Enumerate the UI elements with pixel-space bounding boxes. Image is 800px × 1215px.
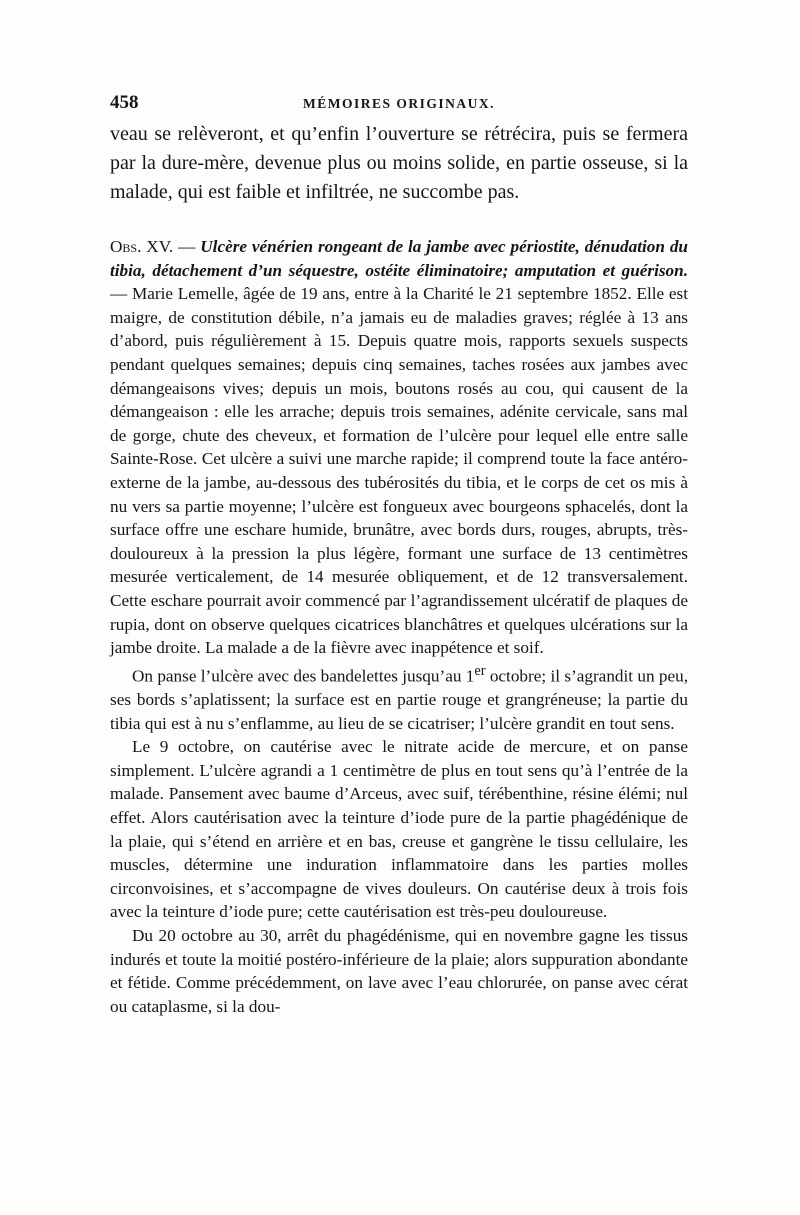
observation-paragraph-2	[110, 660, 688, 736]
lead-paragraph: veau se relèveront, et qu’enfin l’ouverture se rétrécira, puis se fermera par la dure-mère, devenue plus ou moins solide, en partie osseuse, si la malade, qui est faible et infiltrée, ne succombe pas.	[110, 123, 688, 203]
observation-paragraph-1	[110, 235, 688, 660]
observation-label: Obs. XV.	[110, 237, 174, 256]
page-number: 458	[110, 92, 139, 113]
ordinal-superscript: er	[474, 662, 486, 679]
observation-dash: —	[173, 237, 201, 256]
observation-title: Ulcère vénérien rongeant de la jambe avec périostite, dénudation du tibia, détachement d’un séquestre, ostéite éliminatoire; amputation et guérison.	[110, 237, 688, 280]
lead-paragraph-block	[110, 120, 688, 207]
observation-block	[110, 235, 688, 1018]
page	[110, 92, 688, 1018]
running-title: MÉMOIRES ORIGINAUX.	[302, 96, 495, 111]
observation-paragraph-4: Du 20 octobre au 30, arrêt du phagédénisme, qui en novembre gagne les tissus indurés et toute la moitié postéro-inférieure de la plaie; alors suppuration abondante et fétide. Comme précédemment, on lave avec l’eau chlorurée, on panse avec cérat ou cataplasme, si la dou-	[110, 925, 688, 1016]
observation-text-1: — Marie Lemelle, âgée de 19 ans, entre à la Charité le 21 septembre 1852. Elle est maigre, de constitution débile, n’a jamais eu de maladies graves; réglée à 13 ans d’abord, puis régulièrement à 15. Depuis quatre mois, rapports sexuels suspects pendant quelques semaines; depuis cinq semaines, taches rosées aux jambes avec démangeaisons vives; depuis un mois, boutons rosés au cou, qui causent de la démangeaison : elle les arrache; depuis trois semaines, adénite cervicale, sans mal de gorge, chute des cheveux, et formation de l’ulcère pour lequel elle entre salle Sainte-Rose. Cet ulcère a suivi une marche rapide; il comprend toute la face antéro-externe de la jambe, au-dessous des tubérosités du tibia, et le corps de cet os mis à nu vers sa partie moyenne; l’ulcère est fongueux avec bourgeons sphacelés, dont la surface offre une eschare humide, brunâtre, avec bords durs, rouges, abrupts, très-douloureux à la pression la plus légère, formant une surface de 13 centimètres mesurée verticalement, de 14 mesurée obliquement, et de 12 transversalement. Cette eschare pourrait avoir commencé par l’agrandissement ulcératif de plaques de rupia, dont on observe quelques cicatrices blanchâtres et quelques ulcérations sur la jambe droite. La malade a de la fièvre avec inappétence et soif.	[110, 284, 688, 658]
observation-text-2a: On panse l’ulcère avec des bandelettes jusqu’au 1	[132, 666, 475, 686]
observation-text-2b: octobre; il s’agrandit un peu, ses bords s’aplatissent; la surface est en partie rouge et grangréneuse; la partie du tibia qui est à nu s’enflamme, au lieu de se cicatriser; l’ulcère grandit en tout sens.	[110, 666, 688, 733]
observation-paragraph-3: Le 9 octobre, on cautérise avec le nitrate acide de mercure, et on panse simplement. L’ulcère agrandi a 1 centimètre de plus en tout sens qu’à l’entrée de la malade. Pansement avec baume d’Arceus, avec suif, térébenthine, résine élémi; nul effet. Alors cautérisation avec la teinture d’iode pure de la partie phagédénique de la plaie, qui s’étend en arrière et en bas, creuse et gangrène le tissu cellulaire, les muscles, détermine une induration inflammatoire dans les parties molles circonvoisines, et s’accompagne de vives douleurs. On cautérise deux à trois fois avec la teinture d’iode pure; cette cautérisation est très-peu douloureuse.	[110, 737, 688, 922]
page-header	[110, 92, 688, 120]
